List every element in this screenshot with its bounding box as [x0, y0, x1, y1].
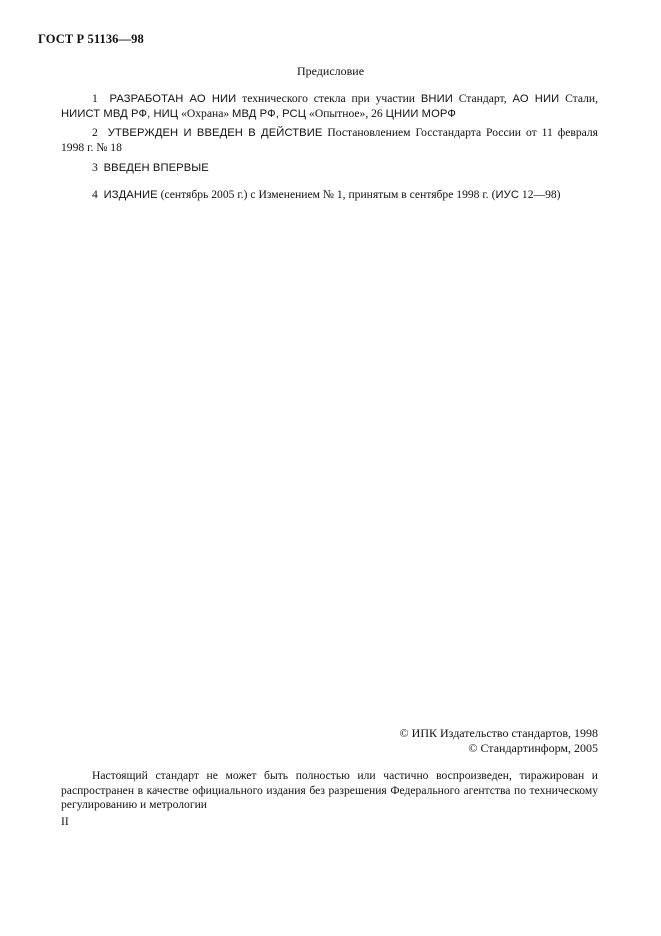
page-number: II	[61, 815, 69, 828]
foreword-title: Предисловие	[296, 64, 365, 78]
paragraph-number: 4	[92, 188, 98, 201]
paragraph-number: 3	[92, 161, 98, 174]
reproduction-notice: Настоящий стандарт не может быть полностью или частично воспроизведен, тиражирован и распространен в качестве официального издания без разрешения Федерального агентства по техническому регулированию и метрологии	[61, 769, 598, 811]
paragraph-number: 2	[92, 126, 98, 139]
copyright-line-1: © ИПК Издательство стандартов, 1998	[399, 726, 598, 740]
copyright-line-2: © Стандартинформ, 2005	[468, 741, 598, 755]
paragraph-4: 4 ИЗДАНИЕ (сентябрь 2005 г.) с Изменением № 1, принятым в сентябре 1998 г. (ИУС 12—98)	[92, 188, 561, 201]
paragraph-3: 3 ВВЕДЕН ВПЕРВЫЕ	[92, 161, 209, 174]
paragraph-2: 2 УТВЕРЖДЕН И ВВЕДЕН В ДЕЙСТВИЕ Постановлением Госстандарта России от 11 февраля 1998 г. № 18	[61, 126, 598, 154]
paragraph-number: 1	[92, 92, 98, 105]
paragraph-1: 1 РАЗРАБОТАН АО НИИ технического стекла при участии ВНИИ Стандарт, АО НИИ Стали, НИИСТ МВД РФ, НИЦ «Охрана» МВД РФ, РСЦ «Опытное», 26 ЦНИИ МОРФ	[61, 92, 599, 120]
document-header: ГОСТ Р 51136—98	[38, 32, 144, 46]
